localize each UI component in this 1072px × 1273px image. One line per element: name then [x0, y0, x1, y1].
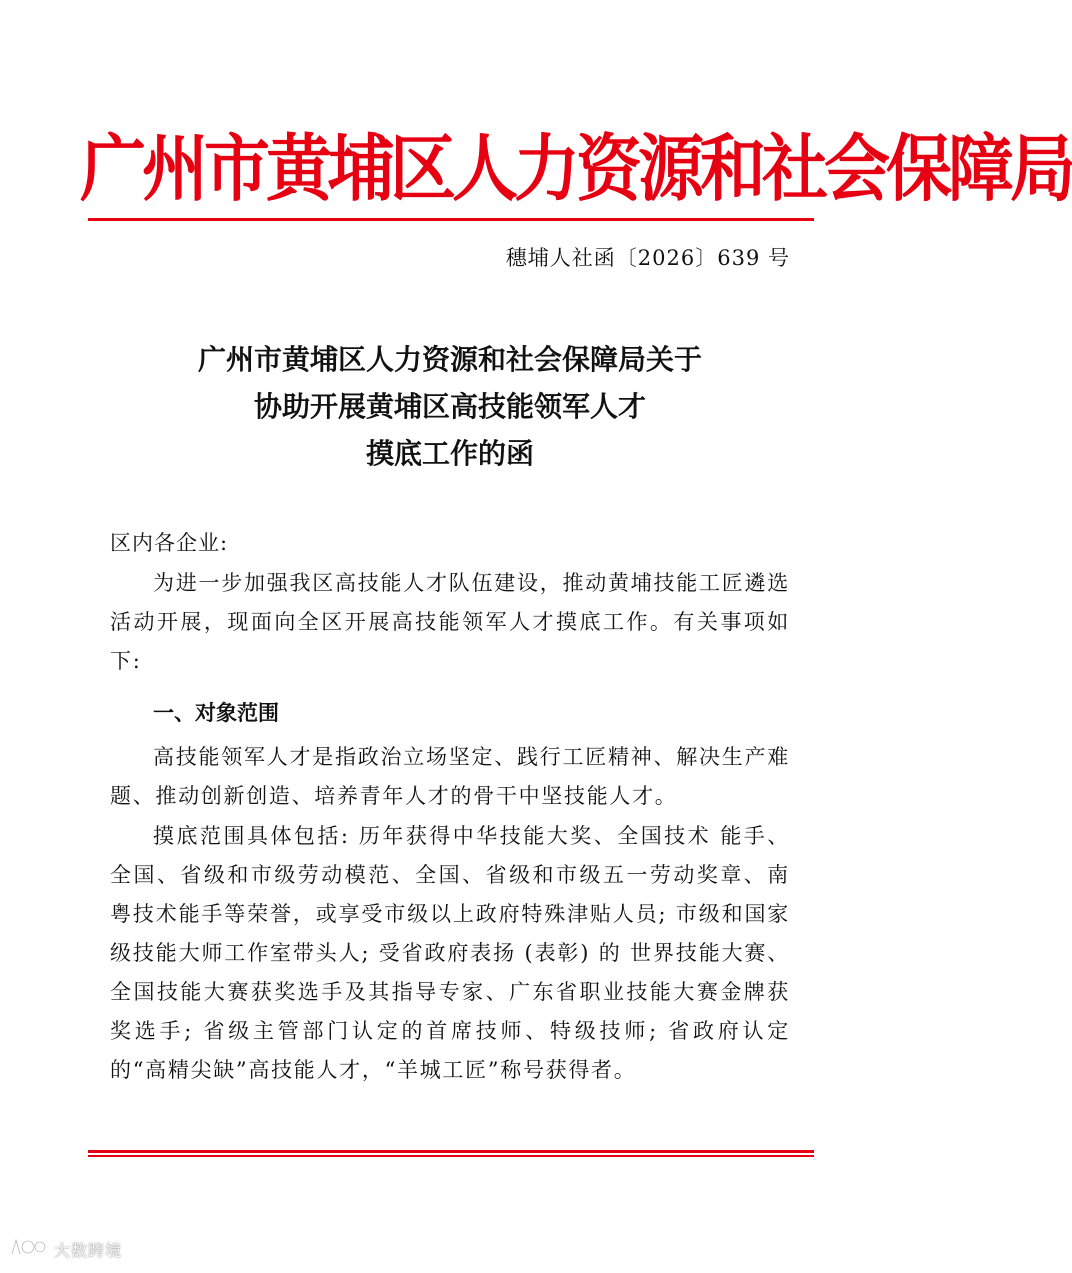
- footer-red-rule-top: [88, 1150, 814, 1153]
- intro-paragraph: 为进一步加强我区高技能人才队伍建设，推动黄埔技能工匠遴选活动开展，现面向全区开展高技能领军人才摸底工作。有关事项如下:: [110, 571, 790, 673]
- title-line-3: 摸底工作的函: [365, 437, 534, 470]
- salutation: 区内各企业:: [110, 531, 229, 555]
- section-1-paragraph-1: 高技能领军人才是指政治立场坚定、践行工匠精神、解决生产难题、推动创新创造、培养青年人才的骨干中坚技能人才。: [110, 745, 790, 808]
- brand-logo-icon: [8, 1234, 48, 1264]
- section-1-heading: 一、对象范围: [153, 701, 279, 725]
- footer-red-rule-bottom: [88, 1155, 814, 1157]
- watermark-text: 大数跨境: [54, 1240, 123, 1260]
- agency-letterhead-title: 广州市黄埔区人力资源和社会保障局: [80, 127, 1072, 212]
- document-number: 穗埔人社函〔2026〕639 号: [505, 246, 790, 270]
- title-line-1: 广州市黄埔区人力资源和社会保障局关于: [197, 343, 702, 376]
- title-line-2: 协助开展黄埔区高技能领军人才: [253, 390, 646, 423]
- document-title: [90, 336, 810, 477]
- watermark: [8, 1232, 122, 1266]
- letterhead-red-rule: [88, 218, 814, 221]
- section-1-paragraph-2: 摸底范围具体包括: 历年获得中华技能大奖、全国技术 能手、全国、省级和市级劳动模范、全国、省级和市级五一劳动奖章、南粤技术能手等荣誉，或享受市级以上政府特殊津贴人员; 市级和国家级技能大师工作室带头人; 受省政府表扬 (表彰) 的 世界技能大赛、全国技能大赛获奖选手及其指导专家、广东省职业技能大赛金牌获奖选手; 省级主管部门认定的首席技师、特级技师; 省政府认定的“高精尖缺”高技能人才，“羊城工匠”称号获得者。: [110, 824, 790, 1082]
